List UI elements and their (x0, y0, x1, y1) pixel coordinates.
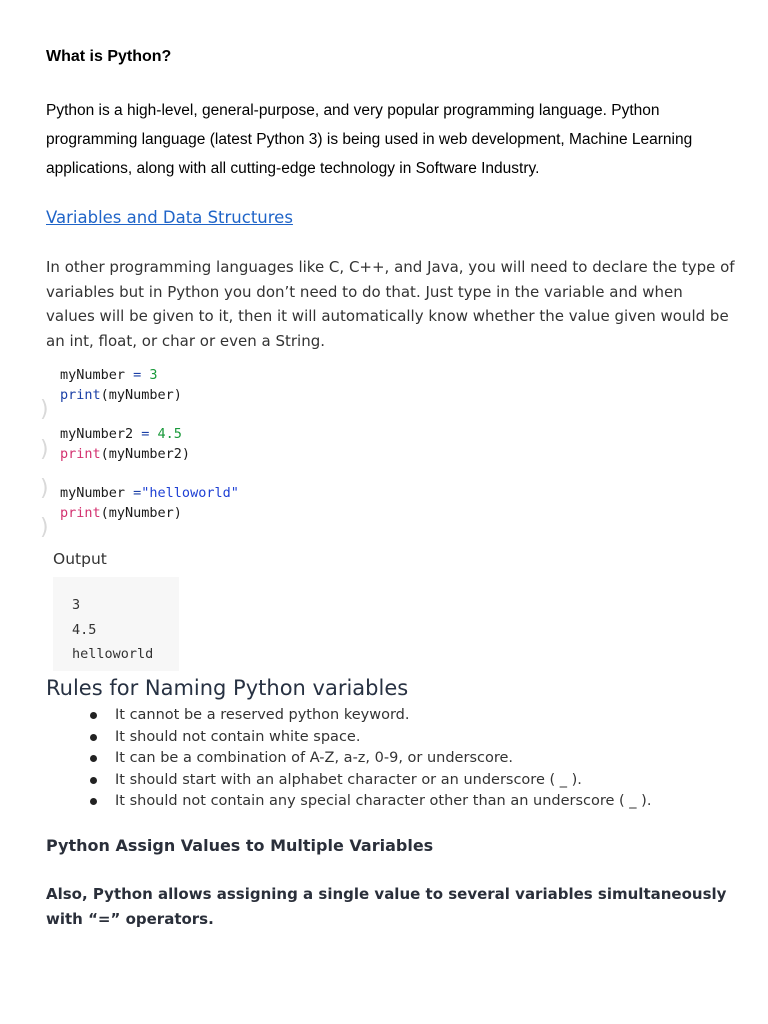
output-label: Output (53, 550, 107, 568)
list-item (90, 791, 651, 813)
code-line (60, 505, 182, 521)
line-marker-icon: ) (40, 515, 49, 540)
output-line: 3 (72, 597, 81, 613)
intro-paragraph: Python is a high-level, general-purpose, and very popular programming language. Python programming language (latest Python 3) is being used in web development, Machine Learning applications, along with all cutting-edge technology in Software Industry. (46, 102, 693, 177)
code-var: myNumber (60, 485, 126, 501)
assign-multiple-paragraph: Also, Python allows assigning a single value to several variables simultaneously with “=” operators. (46, 885, 727, 928)
code-number: 3 (149, 367, 158, 383)
variables-data-structures-link[interactable]: Variables and Data Structures (46, 208, 293, 227)
variables-paragraph: In other programming languages like C, C++, and Java, you will need to declare the type of variables but in Python you don’t need to do that. Just type in the variable and when values will be given to it, then it will automatically know whether the value given would be an int, float, or char or even a String. (46, 258, 735, 350)
assign-multiple-heading: Python Assign Values to Multiple Variables (46, 836, 434, 855)
bullet-icon (90, 755, 97, 762)
output-line: 4.5 (72, 622, 97, 638)
code-args: (myNumber2) (100, 446, 191, 462)
line-marker-icon: ) (40, 476, 49, 501)
list-item (90, 727, 651, 749)
code-operator: = (125, 485, 142, 501)
rule-text: It can be a combination of A-Z, a-z, 0-9, or underscore. (115, 750, 514, 767)
line-marker-icon: ) (40, 397, 49, 422)
code-line (60, 426, 182, 442)
code-line (60, 446, 190, 462)
code-args: (myNumber) (100, 387, 182, 403)
rule-text: It should start with an alphabet character or an underscore ( _ ). (115, 771, 582, 788)
code-operator: = (133, 426, 158, 442)
what-is-python-heading: What is Python? (46, 48, 172, 65)
code-function: print (60, 387, 101, 403)
bullet-icon (90, 777, 97, 784)
code-var: myNumber (60, 367, 126, 383)
line-marker-icon: ) (40, 437, 49, 462)
rules-heading: Rules for Naming Python variables (46, 676, 409, 700)
code-args: (myNumber) (100, 505, 182, 521)
rule-text: It should not contain any special character other than an underscore ( _ ). (115, 793, 652, 810)
list-item (90, 748, 651, 770)
rules-list (90, 705, 651, 813)
output-line: helloworld (72, 646, 154, 662)
rule-text: It should not contain white space. (115, 728, 361, 745)
code-operator: = (125, 367, 150, 383)
rule-text: It cannot be a reserved python keyword. (115, 707, 410, 723)
code-line (60, 367, 158, 383)
code-string: "helloworld" (141, 485, 239, 501)
list-item (90, 705, 651, 727)
code-line (60, 485, 239, 501)
output-box (53, 577, 179, 671)
code-var: myNumber2 (60, 426, 134, 442)
bullet-icon (90, 798, 97, 805)
code-number: 4.5 (157, 426, 182, 442)
code-function: print (60, 505, 101, 521)
list-item (90, 770, 651, 792)
code-line (60, 387, 182, 403)
bullet-icon (90, 712, 97, 719)
bullet-icon (90, 734, 97, 741)
code-function: print (60, 446, 101, 462)
